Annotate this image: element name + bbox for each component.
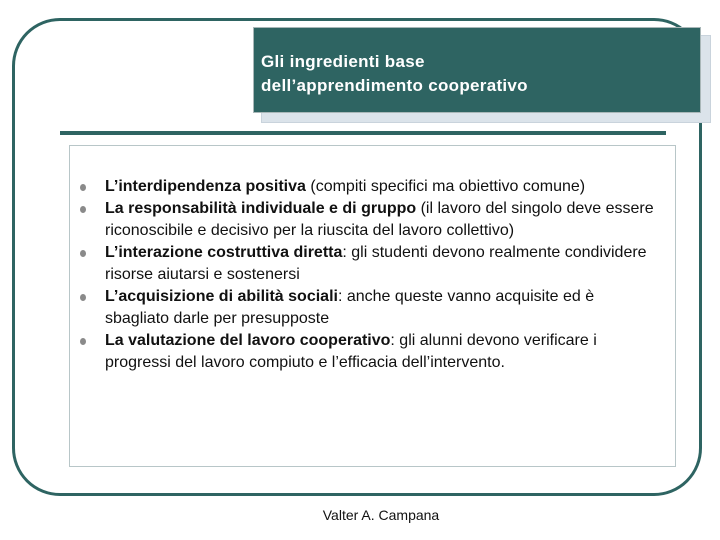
bullet-rest: : anche queste vanno acquisite ed è sbagliato darle per presupposte bbox=[105, 288, 595, 327]
bullet-dot-icon bbox=[80, 184, 86, 191]
title-line-1: Gli ingredienti base bbox=[261, 52, 425, 71]
bullet-rest: : gli studenti devono realmente condividere risorse aiutarsi e sostenersi bbox=[105, 244, 647, 283]
bullet-bold: L’interdipendenza positiva bbox=[105, 178, 306, 195]
bullet-text bbox=[105, 242, 660, 286]
footer-author: Valter A. Campana bbox=[322, 507, 440, 523]
bullet-text bbox=[105, 330, 660, 374]
bullet-item bbox=[0, 198, 720, 242]
title-line-2: dell’apprendimento cooperativo bbox=[261, 76, 528, 95]
slide-title bbox=[253, 27, 701, 113]
bullet-dot-icon bbox=[80, 206, 86, 213]
bullet-rest: (il lavoro del singolo deve essere riconoscibile e decisivo per la riuscita del lavoro collettivo) bbox=[105, 200, 654, 239]
bullet-dot-icon bbox=[80, 250, 86, 257]
title-divider bbox=[60, 131, 666, 135]
bullet-bold: L’acquisizione di abilità sociali bbox=[105, 288, 338, 305]
bullet-text bbox=[105, 176, 660, 198]
bullet-rest: (compiti specifici ma obiettivo comune) bbox=[305, 178, 586, 195]
bullet-list bbox=[0, 176, 720, 374]
bullet-item bbox=[0, 330, 720, 374]
bullet-item bbox=[0, 286, 720, 330]
bullet-item bbox=[0, 242, 720, 286]
bullet-text bbox=[105, 286, 660, 330]
bullet-item bbox=[0, 176, 720, 198]
bullet-bold: L’interazione costruttiva diretta bbox=[105, 244, 343, 261]
bullet-dot-icon bbox=[80, 294, 86, 301]
bullet-bold: La valutazione del lavoro cooperativo bbox=[105, 332, 391, 349]
bullet-dot-icon bbox=[80, 338, 86, 345]
bullet-bold: La responsabilità individuale e di gruppo bbox=[105, 200, 417, 217]
bullet-rest: : gli alunni devono verificare i progressi del lavoro compiuto e l’efficacia dell’intervento. bbox=[105, 332, 597, 371]
bullet-text bbox=[105, 198, 660, 242]
